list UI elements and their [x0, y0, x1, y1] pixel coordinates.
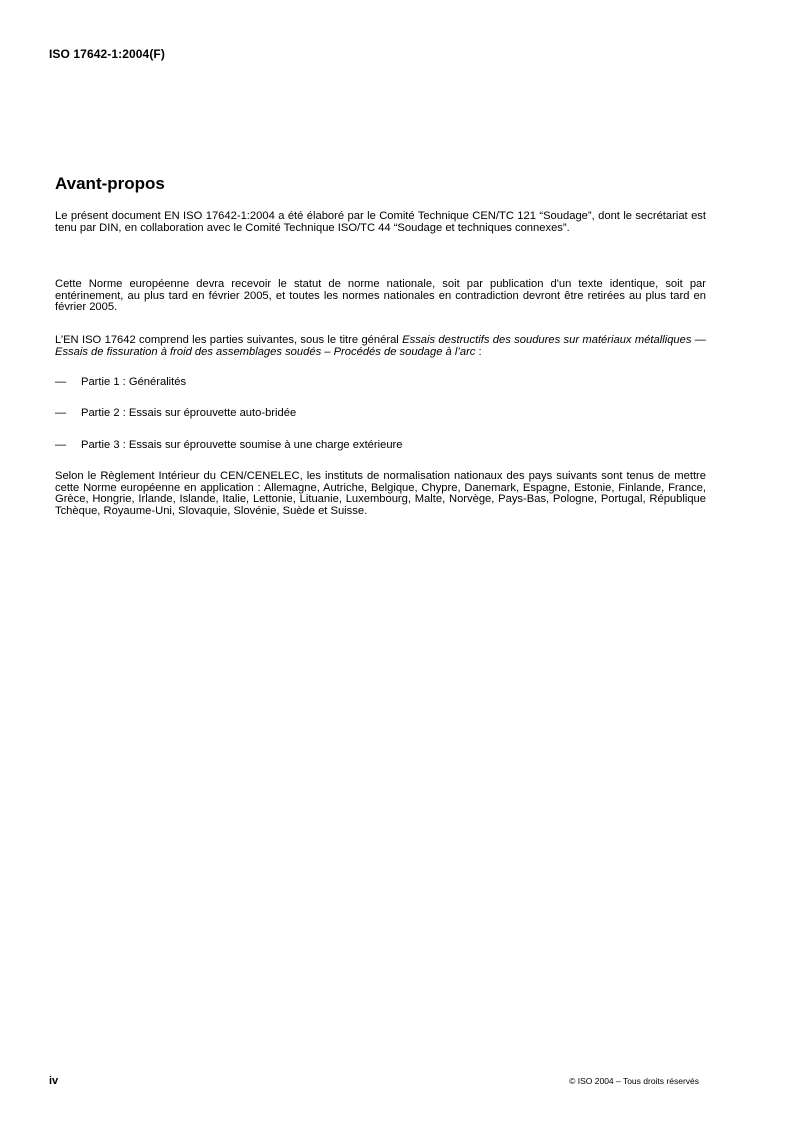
- paragraph-status: Cette Norme européenne devra recevoir le statut de norme nationale, soit par publication d'un texte identique, soit par entérinement, au plus tard en février 2005, et toutes les normes nationales en contradiction devront être retirées au plus tard en février 2005.: [55, 278, 706, 314]
- page-number: iv: [49, 1075, 59, 1087]
- document-id: ISO 17642-1:2004(F): [49, 47, 165, 61]
- parts-general-title: Essais destructifs des soudures sur matériaux métalliques — Essais de fissuration à froid des assemblages soudés – Procédés de soudage à l’arc: [55, 334, 706, 358]
- list-item-text: Partie 1 : Généralités: [81, 376, 187, 388]
- list-dash: —: [55, 376, 67, 388]
- list-item: [55, 439, 403, 451]
- parts-intro-text: L’EN ISO 17642 comprend les parties suivantes, sous le titre général: [55, 334, 403, 346]
- list-item: [55, 407, 296, 419]
- list-item: [55, 376, 186, 388]
- copyright-notice: © ISO 2004 – Tous droits réservés: [569, 1076, 699, 1086]
- list-dash: —: [55, 439, 67, 451]
- list-item-text: Partie 3 : Essais sur éprouvette soumise à une charge extérieure: [81, 439, 403, 451]
- section-title: Avant-propos: [55, 174, 165, 193]
- paragraph-member-countries: Selon le Règlement Intérieur du CEN/CENELEC, les instituts de normalisation nationaux des pays suivants sont tenus de mettre cette Norme européenne en application : Allemagne, Autriche, Belgique, Chypre, Danemark, Espagne, Estonie, Finlande, France, Grèce, Hongrie, Irlande, Islande, Italie, Lettonie, Lituanie, Luxembourg, Malte, Norvège, Pays-Bas, Pologne, Portugal, République Tchèque, Royaume-Uni, Slovaquie, Slovénie, Suède et Suisse.: [55, 470, 706, 517]
- list-dash: —: [55, 407, 67, 419]
- parts-intro-end: :: [475, 345, 482, 358]
- list-item-text: Partie 2 : Essais sur éprouvette auto-bridée: [81, 407, 297, 419]
- paragraph-scope: Le présent document EN ISO 17642-1:2004 a été élaboré par le Comité Technique CEN/TC 121 “Soudage”, dont le secrétariat est tenu par DIN, en collaboration avec le Comité Technique ISO/TC 44 “Soudage et techniques connexes”.: [55, 210, 706, 234]
- paragraph-parts-intro: [55, 335, 706, 358]
